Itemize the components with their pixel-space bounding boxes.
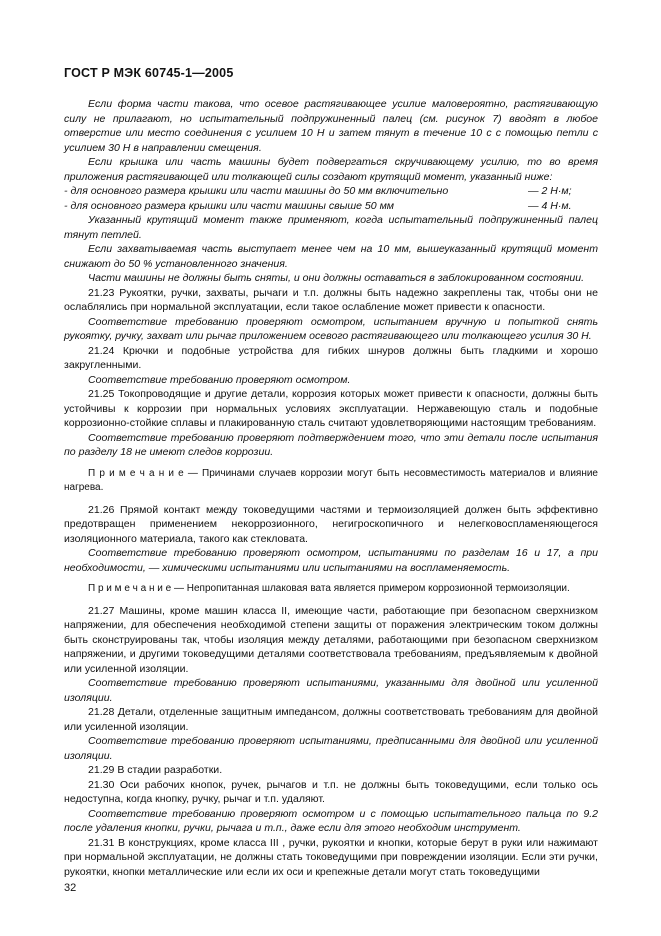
paragraph: Соответствие требованию проверяют испытаниями, предписанными для двойной или усиленной изоляции. — [64, 735, 598, 762]
clause-21-26: 21.26 Прямой контакт между токоведущими частями и термоизоляцией должен быть эффективно предотвращен применением некоррозионного, негигроскопичного и нелегковоспламеняющегося изоляционного материала, такого как стекловата. — [64, 503, 598, 545]
document-header: ГОСТ Р МЭК 60745-1—2005 — [64, 66, 234, 80]
paragraph: Соответствие требованию проверяют осмотром, испытаниями по разделам 16 и 17, а при необходимости, — химическими испытаниями или испытаниями на воспламеняемость. — [64, 547, 598, 574]
note — [64, 582, 598, 597]
note-label: П р и м е ч а н и е — [88, 583, 172, 594]
paragraph: Указанный крутящий момент также применяют, когда испытательный подпружиненный палец тянут петлей. — [64, 214, 598, 241]
note-label: П р и м е ч а н и е — [88, 467, 184, 479]
clause-21-28: 21.28 Детали, отделенные защитным импедансом, должны соответствовать требованиям для двойной или усиленной изоляции. — [64, 706, 598, 733]
paragraph: Если форма части такова, что осевое растягивающее усилие маловероятно, растягивающую силу не прилагают, но испытательный подпружиненный палец (см. рисунок 7) вводят в любое отверстие или место соединения с усилием 10 Н и затем тянут в течение 10 с с помощью петли с усилием 30 Н в направлении смещения. — [64, 98, 598, 154]
paragraph: Если крышка или часть машины будет подвергаться скручивающему усилию, то во время приложения растягивающей или толкающей силы создают крутящий момент, указанный ниже: — [64, 156, 598, 183]
paragraph: Если захватываемая часть выступает менее чем на 10 мм, вышеуказанный крутящий момент снижают до 50 % установленного значения. — [64, 243, 598, 270]
document-body — [64, 97, 598, 879]
paragraph: Соответствие требованию проверяют осмотром. — [88, 373, 351, 386]
note-text: — Причинами случаев коррозии могут быть несовместимость материалов и влияние нагрева. — [64, 467, 598, 493]
torque-text: - для основного размера крышки или части машины до 50 мм включительно — [64, 185, 449, 197]
note — [64, 467, 598, 496]
clause-21-25: 21.25 Токопроводящие и другие детали, коррозия которых может привести к опасности, должны быть устойчивы к коррозии при нормальных условиях эксплуатации. Нержавеющую сталь и подобные коррозионно-стойкие сплавы и плакированную сталь считают удовлетворяющими настоящим требованиям. — [64, 388, 598, 429]
torque-value: — 2 Н·м; — [528, 185, 572, 197]
note-text: — Непропитанная шлаковая вата является примером коррозионной термоизоляции. — [171, 583, 570, 594]
clause-21-31: 21.31 В конструкциях, кроме класса III , ручки, рукоятки и кнопки, которые берут в руки или нажимают при нормальной эксплуатации, не должны стать токоведущими при повреждении изоляции. Если эти ручки, рукоятки, кнопки металлические или если их оси и крепежные детали могут стать токоведущими — [64, 836, 598, 878]
clause-21-29: 21.29 В стадии разработки. — [88, 764, 223, 776]
paragraph: Соответствие требованию проверяют осмотром и с помощью испытательного пальца по 9.2 после удаления кнопки, ручки, рычага и т.п., даже если для этого необходим инструмент. — [64, 807, 598, 834]
torque-text: - для основного размера крышки или части машины свыше 50 мм — [64, 199, 395, 212]
clause-21-30: 21.30 Оси рабочих кнопок, ручек, рычагов и т.п. не должны быть токоведущими, если только ось недоступна, когда кнопку, ручку, рычаг и т.п. удаляют. — [64, 778, 598, 805]
paragraph: Части машины не должны быть сняты, и они должны оставаться в заблокированном состоянии. — [88, 272, 585, 284]
torque-row — [64, 199, 598, 214]
torque-row — [64, 184, 598, 199]
clause-21-23: 21.23 Рукоятки, ручки, захваты, рычаги и т.п. должны быть надежно закреплены так, чтобы они не ослаблялись при нормальной эксплуатации, если такое ослабление может привести к опасности. — [64, 286, 598, 313]
paragraph: Соответствие требованию проверяют осмотром, испытанием вручную и попыткой снять рукоятку, ручку, захват или рычаг приложением осевого растягивающего или толкающего усилия 30 Н. — [64, 315, 598, 342]
paragraph: Соответствие требованию проверяют испытаниями, указанными для двойной или усиленной изоляции. — [64, 677, 598, 704]
page-number: 32 — [64, 882, 77, 894]
paragraph: Соответствие требованию проверяют подтверждением того, что эти детали после испытания по разделу 18 не имеют следов коррозии. — [64, 431, 598, 458]
clause-21-27: 21.27 Машины, кроме машин класса II, имеющие части, работающие при безопасном сверхнизком напряжении, для обеспечения необходимой степени защиты от поражения электрическим током должны быть сконструированы так, чтобы изоляция между деталями, работающими при безопасном сверхнизком напряжении, и другими токоведущими деталями соответствовала требованиям, предъявляемым к двойной или усиленной изоляции. — [64, 604, 598, 675]
torque-value: — 4 Н·м. — [528, 199, 572, 212]
clause-21-24: 21.24 Крючки и подобные устройства для гибких шнуров должны быть гладкими и хорошо закругленными. — [64, 344, 598, 371]
